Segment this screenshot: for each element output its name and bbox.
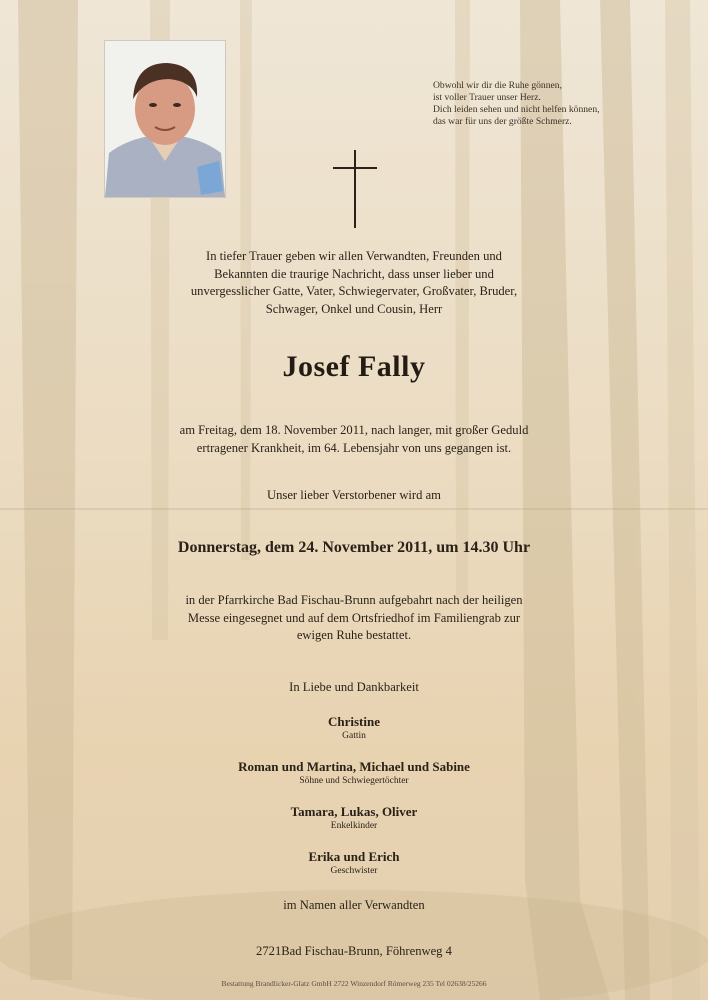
on-behalf-line: im Namen aller Verwandten: [283, 898, 425, 912]
poem-line: Dich leiden sehen und nicht helfen können,: [433, 104, 600, 115]
portrait-photo: [104, 40, 226, 198]
poem-line: Obwohl wir dir die Ruhe gönnen,: [433, 80, 562, 91]
mourner-entry: [0, 804, 708, 833]
intro-line: unvergesslicher Gatte, Vater, Schwiegervater, Großvater, Bruder,: [190, 284, 518, 298]
mourner-entry: [0, 759, 708, 788]
mourner-relation: Gattin: [342, 731, 366, 741]
ceremony-line: in der Pfarrkirche Bad Fischau-Brunn aufgebahrt nach der heiligen: [185, 593, 523, 607]
passing-line: ertragener Krankheit, im 64. Lebensjahr von uns gegangen ist.: [196, 440, 512, 455]
funeral-date: Donnerstag, dem 24. November 2011, um 14.30 Uhr: [177, 539, 531, 556]
mourner-name: Tamara, Lukas, Oliver: [290, 804, 418, 819]
intro-line: Bekannten die traurige Nachricht, dass unser lieber und: [214, 266, 494, 281]
mourner-name: Christine: [328, 714, 380, 729]
poem-line: das war für uns der größte Schmerz.: [433, 116, 572, 127]
announcement-intro: [0, 248, 708, 318]
mourner-name: Erika und Erich: [308, 849, 400, 864]
mourner-relation: Enkelkinder: [330, 821, 378, 831]
passing-line: am Freitag, dem 18. November 2011, nach langer, mit großer Geduld: [179, 423, 529, 437]
cross-icon: [333, 150, 377, 228]
mourner-name: Roman und Martina, Michael und Sabine: [238, 759, 470, 774]
mourner-relation: Geschwister: [330, 866, 378, 876]
mourners-list: [0, 714, 708, 894]
family-address: 2721Bad Fischau-Brunn, Föhrenweg 4: [256, 944, 452, 958]
mourner-entry: [0, 849, 708, 878]
poem-line: ist voller Trauer unser Herz.: [433, 92, 541, 103]
deceased-name: Josef Fally: [282, 350, 426, 383]
funeral-intro: Unser lieber Verstorbener wird am: [267, 488, 441, 502]
undertaker-footer: Bestattung Brandlicker-Glatz GmbH 2722 Winzendorf Römerweg 235 Tel 02638/25266: [221, 979, 487, 988]
ceremony-line: Messe eingesegnet und auf dem Ortsfriedhof im Familiengrab zur: [187, 610, 521, 625]
memorial-poem: [433, 80, 653, 128]
intro-line: In tiefer Trauer geben wir allen Verwandten, Freunden und: [206, 249, 502, 263]
closing-phrase: In Liebe und Dankbarkeit: [289, 680, 419, 694]
ceremony-line: ewigen Ruhe bestattet.: [296, 628, 412, 642]
paper-fold-line: [0, 508, 708, 510]
passing-details: [0, 422, 708, 457]
mourner-entry: [0, 714, 708, 743]
ceremony-details: [0, 592, 708, 645]
mourner-relation: Söhne und Schwiegertöchter: [299, 776, 409, 786]
intro-line: Schwager, Onkel und Cousin, Herr: [265, 301, 443, 316]
